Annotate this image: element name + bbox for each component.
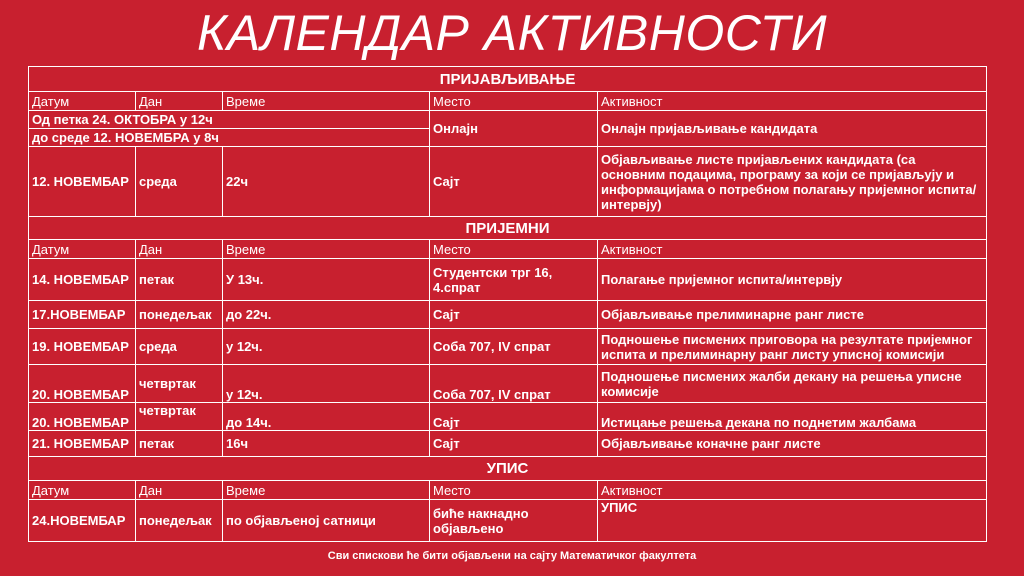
activity-cell: Објављивање листе пријављених кандидата (са основним подацима, програму за који се пријављују и информацијама о потребном полагању пријемног испита/интервју) — [598, 147, 987, 217]
table-row — [29, 259, 987, 301]
day-cell: понедељак — [136, 500, 223, 542]
table-row — [29, 365, 987, 403]
time-cell: У 13ч. — [223, 259, 430, 301]
day-cell: четвртак — [136, 403, 223, 431]
header-day: Дан — [136, 92, 223, 111]
place-cell: биће накнадно објављено — [430, 500, 598, 542]
section-title: ПРИЈАВЉИВАЊЕ — [29, 67, 987, 92]
date-cell: 14. НОВЕМБАР — [29, 259, 136, 301]
section-title: ПРИЈЕМНИ — [29, 217, 987, 240]
activity-cell: Објављивање коначне ранг листе — [598, 431, 987, 457]
date-cell: 24.НОВЕМБАР — [29, 500, 136, 542]
header-activity: Активност — [598, 481, 987, 500]
activity-cell: Објављивање прелиминарне ранг листе — [598, 301, 987, 329]
header-day: Дан — [136, 481, 223, 500]
section-registration-title-row — [29, 67, 987, 92]
page-title: КАЛЕНДАР АКТИВНОСТИ — [196, 5, 828, 61]
date-cell: 21. НОВЕМБАР — [29, 431, 136, 457]
header-row — [29, 240, 987, 259]
activity-cell: Онлајн пријављивање кандидата — [598, 111, 987, 147]
time-cell: у 12ч. — [223, 365, 430, 403]
day-cell: среда — [136, 329, 223, 365]
header-row — [29, 92, 987, 111]
header-date: Датум — [29, 481, 136, 500]
activity-cell: Подношење писмених приговора на резултате пријемног испита и прелиминарну ранг листу уписној комисији — [598, 329, 987, 365]
table-row — [29, 500, 987, 542]
date-cell: 20. НОВЕМБАР — [29, 403, 136, 431]
place-cell: Сајт — [430, 431, 598, 457]
table-row — [29, 111, 987, 129]
place-cell: Студентски трг 16, 4.спрат — [430, 259, 598, 301]
section-enrollment-title-row — [29, 457, 987, 481]
header-place: Место — [430, 481, 598, 500]
activity-cell: Полагање пријемног испита/интервју — [598, 259, 987, 301]
header-time: Време — [223, 240, 430, 259]
section-entrance-title-row — [29, 217, 987, 240]
header-date: Датум — [29, 240, 136, 259]
table-row — [29, 329, 987, 365]
date-cell: 12. НОВЕМБАР — [29, 147, 136, 217]
time-cell: по објављеној сатници — [223, 500, 430, 542]
date-cell: 19. НОВЕМБАР — [29, 329, 136, 365]
header-activity: Активност — [598, 240, 987, 259]
time-cell: 22ч — [223, 147, 430, 217]
table-row — [29, 431, 987, 457]
table-row — [29, 403, 987, 431]
day-cell: четвртак — [136, 365, 223, 403]
header-row — [29, 481, 987, 500]
time-cell: у 12ч. — [223, 329, 430, 365]
table-row — [29, 147, 987, 217]
day-cell: понедељак — [136, 301, 223, 329]
online-from-cell: Од петка 24. ОКТОБРА у 12ч — [29, 111, 430, 129]
place-cell: Сајт — [430, 147, 598, 217]
date-cell: 17.НОВЕМБАР — [29, 301, 136, 329]
place-cell: Соба 707, IV спрат — [430, 365, 598, 403]
activity-cell: Подношење писмених жалби декану на решења уписне комисије — [598, 365, 987, 403]
activity-cell: УПИС — [598, 500, 987, 542]
activity-calendar-table — [28, 66, 987, 542]
place-cell: Соба 707, IV спрат — [430, 329, 598, 365]
place-cell: Сајт — [430, 301, 598, 329]
header-date: Датум — [29, 92, 136, 111]
header-place: Место — [430, 240, 598, 259]
header-time: Време — [223, 481, 430, 500]
time-cell: 16ч — [223, 431, 430, 457]
header-place: Место — [430, 92, 598, 111]
table-row — [29, 301, 987, 329]
day-cell: петак — [136, 431, 223, 457]
header-activity: Активност — [598, 92, 987, 111]
day-cell: петак — [136, 259, 223, 301]
section-title: УПИС — [29, 457, 987, 481]
place-cell: Онлајн — [430, 111, 598, 147]
activity-cell: Истицање решења декана по поднетим жалбама — [598, 403, 987, 431]
day-cell: среда — [136, 147, 223, 217]
date-cell: 20. НОВЕМБАР — [29, 365, 136, 403]
footnote: Сви спискови ће бити објављени на сајту Математичког факултета — [327, 550, 697, 562]
online-to-cell: до среде 12. НОВЕМБРА у 8ч — [29, 129, 430, 147]
time-cell: до 22ч. — [223, 301, 430, 329]
time-cell: до 14ч. — [223, 403, 430, 431]
header-time: Време — [223, 92, 430, 111]
header-day: Дан — [136, 240, 223, 259]
place-cell: Сајт — [430, 403, 598, 431]
